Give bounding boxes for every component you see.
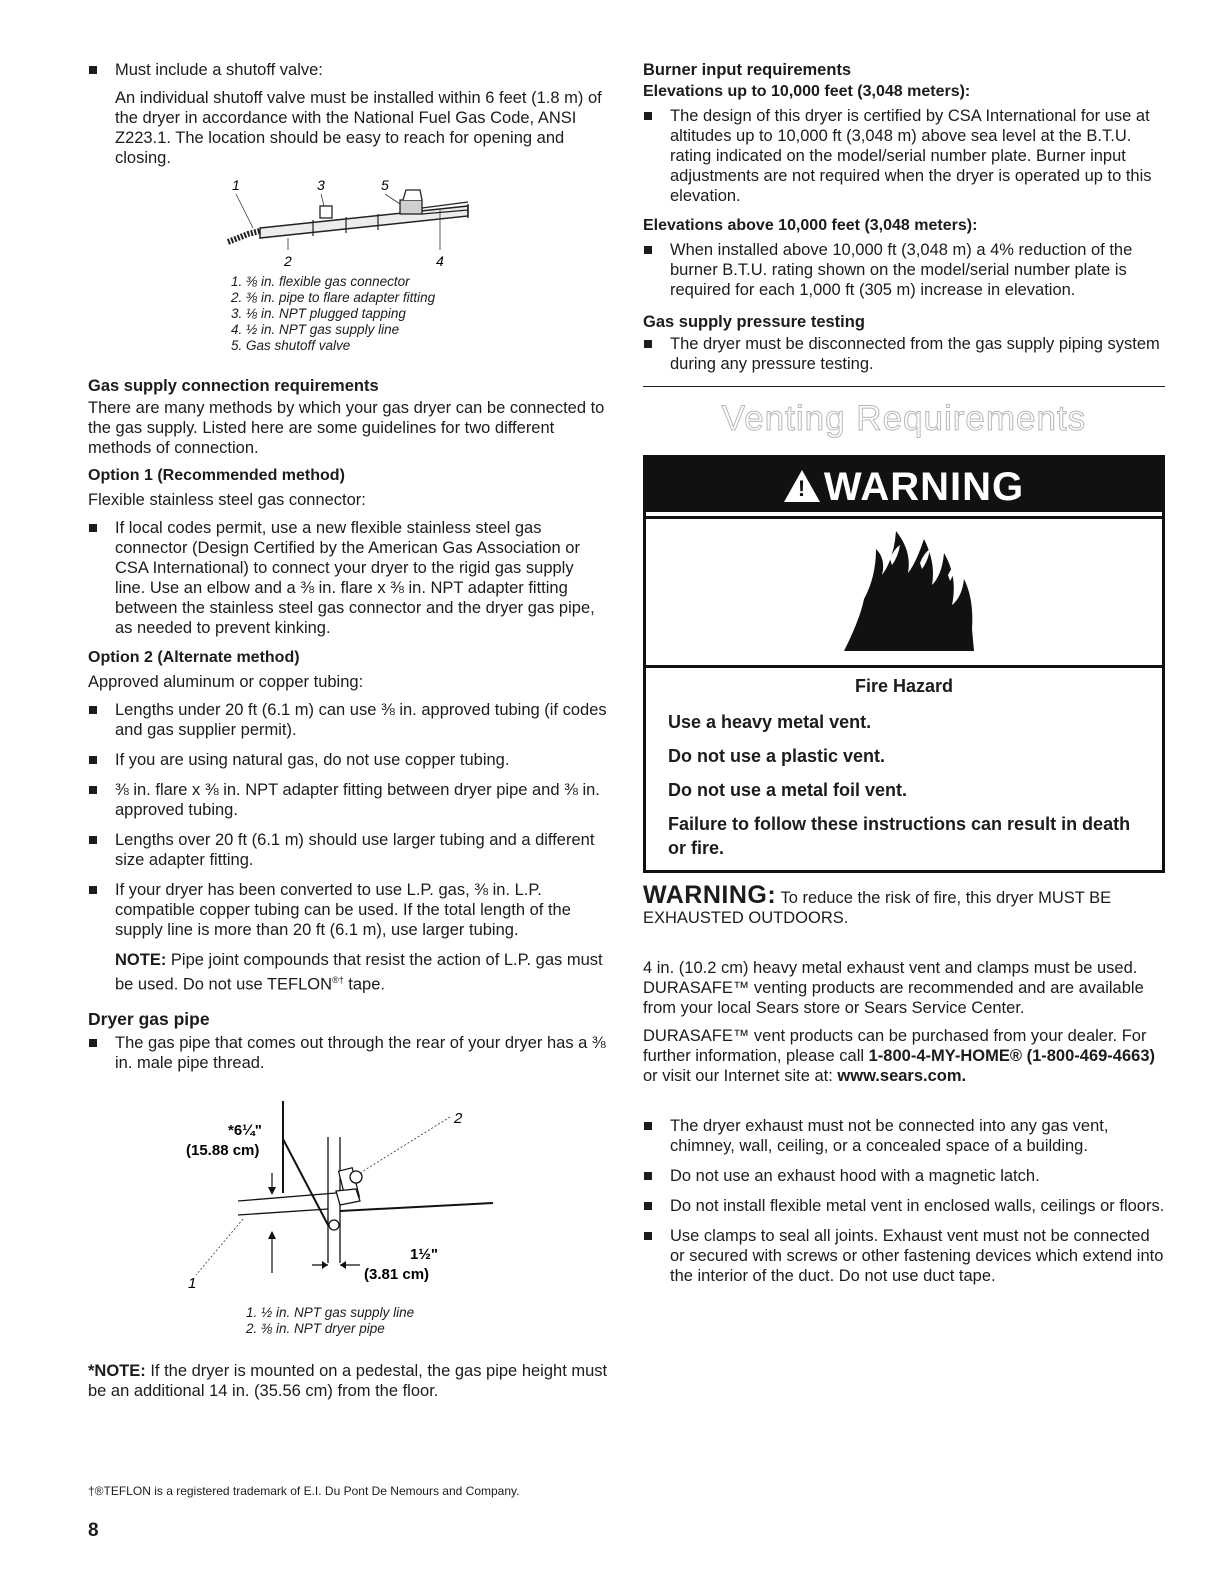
legend-item: 2. ⅜ in. pipe to flare adapter fitting [231, 290, 436, 305]
fire-hazard-title: Fire Hazard [854, 676, 954, 696]
warning-statement: WARNING: To reduce the risk of fire, this dryer MUST BE EXHAUSTED OUTDOORS. [643, 881, 1112, 927]
warning-header: ! WARNING [646, 458, 1162, 512]
shutoff-valve-diagram [88, 176, 608, 274]
callout-4: 4 [436, 253, 444, 269]
dim1-bottom: (15.88 cm) [186, 1141, 260, 1159]
legend-item: 1. ⅜ in. flexible gas connector [231, 274, 410, 289]
dryer-pipe-heading: Dryer gas pipe [88, 1008, 210, 1029]
burner-heading: Burner input requirements [643, 61, 852, 79]
option1-bullet: If local codes permit, use a new flexible stainless steel gas connector (Design Certified by the American Gas Association or CSA International) to connect your dryer to the rigid gas supply line. Use an elbow and a ⅜ in. flare x ⅜ in. NPT adapter fitting between the stainless steel gas connector and the dryer gas pipe, as needed to prevent kinking. [88, 518, 608, 638]
pipe-legend [246, 1305, 608, 1337]
option2-bullet: ⅜ in. flare x ⅜ in. NPT adapter fitting between dryer pipe and ⅜ in. approved tubing. [88, 780, 608, 820]
pedestal-note-label: *NOTE: [88, 1361, 146, 1380]
legend-item: 4. ½ in. NPT gas supply line [231, 322, 400, 337]
warning-line: Use a heavy metal vent. [668, 712, 872, 732]
warning-triangle-icon: ! [784, 470, 820, 502]
shutoff-bullet: Must include a shutoff valve: [88, 60, 608, 80]
option2-bullet: If you are using natural gas, do not use copper tubing. [88, 750, 608, 770]
warning-line: Do not use a plastic vent. [668, 746, 886, 766]
pedestal-note: *NOTE: If the dryer is mounted on a pedestal, the gas pipe height must be an additional 14 in. (35.56 cm) from the floor. [88, 1361, 608, 1400]
teflon-note: NOTE: Pipe joint compounds that resist the action of L.P. gas must be used. Do not use TEFLON®† tape. [115, 951, 603, 994]
option2-bullet: Lengths over 20 ft (6.1 m) should use larger tubing and a different size adapter fitting. [88, 830, 608, 870]
warning-box [643, 455, 1165, 873]
dryer-pipe-bullet: The gas pipe that comes out through the rear of your dryer has a ⅜ in. male pipe thread. [88, 1033, 608, 1073]
callout-5: 5 [381, 177, 389, 193]
venting-title: Venting Requirements [721, 399, 1087, 438]
vent-bullet: The dryer exhaust must not be connected into any gas vent, chimney, wall, ceiling, or a concealed space of a building. [643, 1116, 1165, 1156]
callout-1-pipe: 1 [188, 1274, 197, 1292]
option1-text: Flexible stainless steel gas connector: [88, 491, 366, 509]
option2-text: Approved aluminum or copper tubing: [88, 673, 364, 691]
callout-1: 1 [232, 177, 240, 193]
section-divider [643, 386, 1165, 387]
connection-heading: Gas supply connection requirements [88, 377, 379, 395]
legend-item: 3. ⅛ in. NPT plugged tapping [231, 306, 406, 321]
phone-number-alt: (1-800-469-4663) [1026, 1047, 1155, 1065]
callout-3: 3 [317, 177, 325, 193]
callout-2: 2 [284, 253, 292, 269]
pressure-heading: Gas supply pressure testing [643, 313, 865, 331]
website-link[interactable]: www.sears.com. [837, 1067, 967, 1085]
vent-bullet: Do not install flexible metal vent in enclosed walls, ceilings or floors. [643, 1196, 1165, 1216]
option1-heading: Option 1 (Recommended method) [88, 467, 345, 484]
burner-bullet2: When installed above 10,000 ft (3,048 m) a 4% reduction of the burner B.T.U. rating shown on the model/serial number plate is required for each 1,000 ft (305 m) increase in elevation. [643, 240, 1165, 300]
dim2-bottom: (3.81 cm) [364, 1265, 430, 1283]
dim1-top: *6¼" [228, 1121, 262, 1139]
legend-item: 2. ⅜ in. NPT dryer pipe [246, 1320, 385, 1336]
durasafe-para2: DURASAFE™ vent products can be purchased from your dealer. For further information, please call 1-800-4-MY-HOME® (1-800-469-4663) or visit our Internet site at: www.sears.com. [643, 1027, 1155, 1085]
left-column [88, 60, 608, 1409]
footnote: †®TEFLON is a registered trademark of E.I. Du Pont De Nemours and Company. [88, 1484, 520, 1498]
page-number: 8 [88, 1520, 99, 1541]
legend-item: 5. Gas shutoff valve [231, 338, 351, 353]
legend-item: 1. ½ in. NPT gas supply line [246, 1304, 415, 1320]
burner-sub1: Elevations up to 10,000 feet (3,048 meters): [643, 83, 971, 100]
warning-line: Failure to follow these instructions can result in death or fire. [668, 814, 1131, 858]
warning-line: Do not use a metal foil vent. [668, 780, 908, 800]
right-column [643, 60, 1165, 1296]
valve-legend [231, 274, 608, 354]
vent-bullet: Use clamps to seal all joints. Exhaust vent must not be connected or secured with screws or other fastening devices which extend into the interior of the duct. Do not use duct tape. [643, 1226, 1165, 1286]
burner-bullet1: The design of this dryer is certified by CSA International for use at altitudes up to 10,000 ft (3,048 m) above sea level at the B.T.U. rating indicated on the model/serial number plate. Burner input adjustments are not required when the dryer is operated up to this elevation. [643, 106, 1165, 206]
burner-sub2: Elevations above 10,000 feet (3,048 meters): [643, 217, 978, 234]
warning-statement-label: WARNING: [643, 881, 777, 909]
warning-body [646, 668, 1162, 870]
vent-bullet: Do not use an exhaust hood with a magnetic latch. [643, 1166, 1165, 1186]
shutoff-text: An individual shutoff valve must be installed within 6 feet (1.8 m) of the dryer in accordance with the National Fuel Gas Code, ANSI Z223.1. The location should be easy to reach for opening and closing. [115, 89, 602, 167]
pressure-bullet: The dryer must be disconnected from the gas supply piping system during any pressure testing. [643, 334, 1165, 374]
note-label: NOTE: [115, 951, 167, 969]
option2-heading: Option 2 (Alternate method) [88, 649, 300, 666]
callout-2-pipe: 2 [454, 1109, 463, 1127]
dryer-pipe-diagram [88, 1083, 608, 1305]
option2-bullet: Lengths under 20 ft (6.1 m) can use ⅜ in. approved tubing (if codes and gas supplier permit). [88, 700, 608, 740]
connection-text: There are many methods by which your gas dryer can be connected to the gas supply. Listed here are some guidelines for two different methods of connection. [88, 399, 605, 457]
fire-hazard-icon [646, 516, 1162, 668]
durasafe-para1: 4 in. (10.2 cm) heavy metal exhaust vent and clamps must be used. DURASAFE™ venting products are recommended and are available from your local Sears store or Sears Service Center. [643, 959, 1144, 1017]
phone-number: 1-800-4-MY-HOME® [868, 1047, 1022, 1065]
dim2-top: 1½" [410, 1245, 438, 1263]
option2-bullet: If your dryer has been converted to use L.P. gas, ⅜ in. L.P. compatible copper tubing can be used. If the total length of the supply line is more than 20 ft (6.1 m), use larger tubing. [88, 880, 608, 940]
